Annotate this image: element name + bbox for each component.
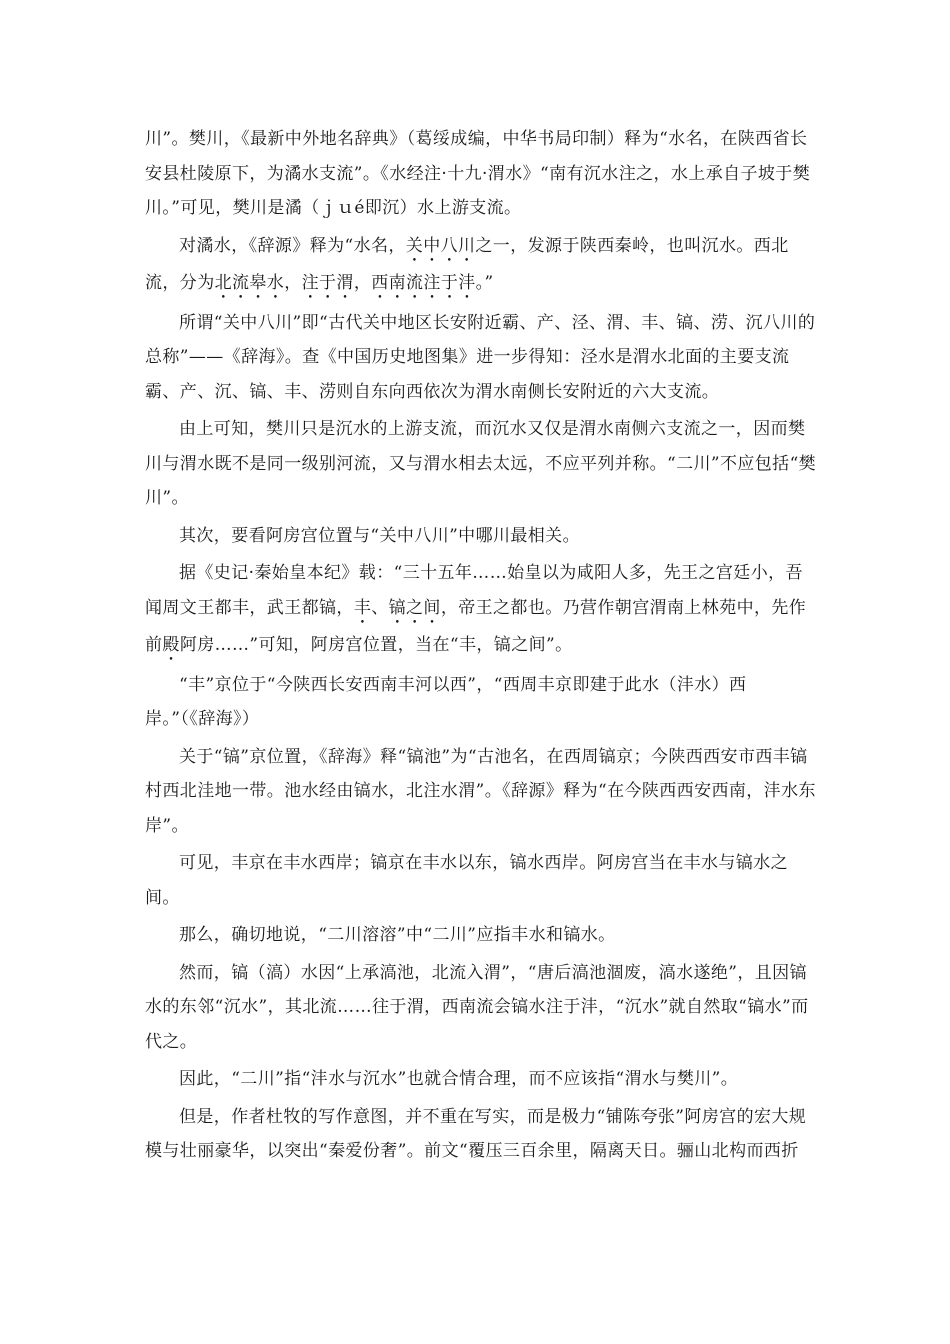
text-run: 其次，要看阿房宫位置与“关中八川”中哪川最相关。: [179, 525, 580, 546]
text-run: 但是，作者杜牧的写作意图，并不重在写实，而是极力“铺陈夸张”阿房宫的宏大规模与壮丽豪华，以突出“秦爱份奢”。前文“覆压三百余里，隔离天日。骊山北构而西折: [145, 1106, 807, 1161]
paragraph: [145, 918, 817, 953]
text-run: 可见，丰京在丰水西岸；镐京在丰水以东，镐水西岸。阿房宫当在丰水与镐水之间。: [145, 853, 788, 908]
text-run: 然而，镐（滈）水因“上承滈池，北流入渭”，“唐后滈池涸废，滈水遂绝”，且因镐水的东邻“沉水”，其北流……往于渭，西南流会镐水注于沣，“沉水”就自然取“镐水”而代之。: [145, 962, 809, 1052]
text-run: 对潏水，《辞源》释为“水名，: [179, 235, 406, 256]
text-run: 阿房……”可知，阿房宫位置，当在“丰，镐之间”。: [179, 634, 573, 655]
paragraph: [145, 122, 817, 226]
paragraph: [145, 1100, 817, 1169]
text-run: 那么，确切地说，“二川溶溶”中“二川”应指丰水和镐水。: [179, 925, 616, 945]
paragraph: [145, 740, 817, 844]
text-run: ，: [353, 272, 372, 293]
text-run: ，: [284, 272, 302, 293]
paragraph: [145, 1062, 817, 1097]
text-run: 因此，“二川”指“沣水与沉水”也就合情合理，而不应该指“渭水与樊川”。: [179, 1069, 739, 1089]
emphasized-text: 丰、镐之间: [353, 597, 441, 618]
text-run: 所谓“关中八川”即“古代关中地区长安附近霸、产、泾、渭、丰、镐、涝、沉八川的总称”——《辞海》。查《中国历史地图集》进一步得知：泾水是渭水北面的主要支流霸、产、沉、镐、丰、涝则自东向西依次为渭水南侧长安附近的六大支流。: [145, 312, 816, 402]
document-body: [145, 122, 817, 1169]
paragraph: [145, 519, 817, 554]
text-run: 关于“镐”京位置，《辞海》释“镐池”为“古池名，在西周镐京；今陕西西安市西丰镐村西北洼地一带。池水经由镐水，北注水渭”。《辞源》释为“在今陕西西安西南，沣水东岸”。: [145, 746, 816, 836]
text-run: 据《史记·秦始皇本纪》载：“三十五年……始皇以为咸阳人多，先王之宫廷小，吾闻周文王都丰，武王都镐，: [145, 563, 803, 618]
text-run: 川”。樊川，《最新中外地名辞典》（葛绥成编，中华书局印制）释为“水名，在陕西省长安县杜陵原下，为潏水支流”。《水经注·十九·渭水》“南有沉水注之，水上承自子坡于樊川。”可见，樊川是潏（ｊｕé即沉）水上游支流。: [145, 129, 811, 218]
text-run: 由上可知，樊川只是沉水的上游支流，而沉水又仅是渭水南侧六支流之一，因而樊川与渭水既不是同一级别河流，又与渭水相去太远，不应平列并称。“二川”不应包括“樊川”。: [145, 419, 817, 508]
emphasized-text: 殿: [162, 634, 180, 655]
text-run: 之一，发源于陕西秦岭，也叫沉水。西北流，分为: [145, 235, 789, 293]
text-run: ，帝王之都也。乃营作朝宫渭南上林苑中，先作前: [145, 597, 807, 655]
paragraph: [145, 306, 817, 410]
emphasized-text: 关中八川: [405, 235, 476, 256]
paragraph: [145, 668, 817, 737]
paragraph: [145, 229, 817, 303]
paragraph: [145, 956, 817, 1060]
emphasized-text: 北流皋水: [214, 272, 285, 293]
paragraph: [145, 556, 817, 665]
text-run: “丰”京位于“今陕西长安西南丰河以西”，“西周丰京即建于此水（沣水）西岸。”（《辞海》）: [145, 674, 747, 729]
emphasized-text: 注于渭: [301, 272, 354, 293]
paragraph: [145, 846, 817, 915]
paragraph: [145, 412, 817, 516]
emphasized-text: 西南流注于沣: [371, 272, 476, 293]
text-run: 。”: [475, 272, 494, 293]
